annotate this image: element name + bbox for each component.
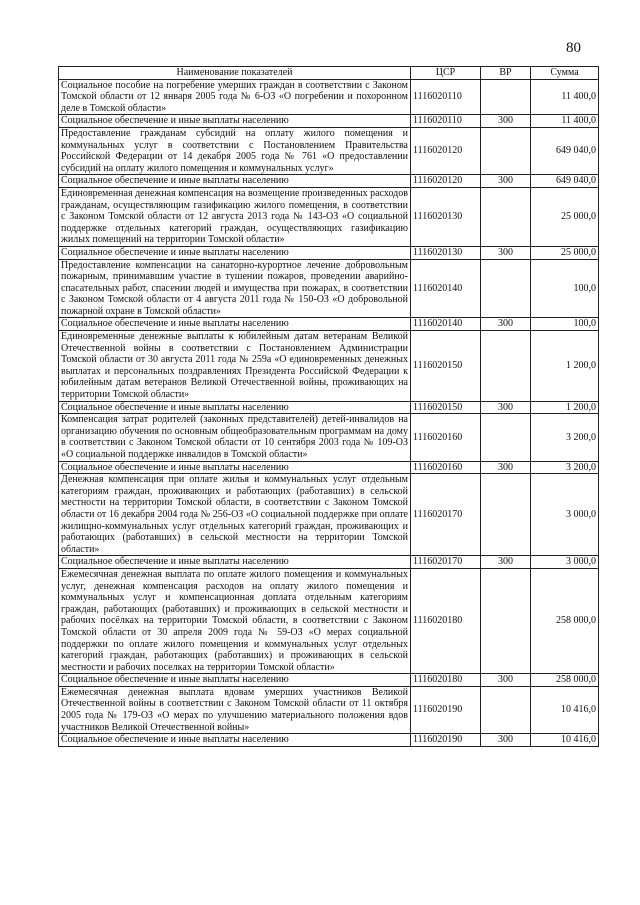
table-row [59, 686, 599, 733]
cell-csr: 1116020130 [411, 246, 481, 259]
cell-vr: 300 [481, 461, 531, 474]
cell-name: Предоставление компенсации на санаторно-курортное лечение добровольным пожарным, принимавшим участие в тушении пожаров, проведении аварийно-спасательных работ, спасении людей и имущества при пожарах, в соответствии с Законом Томской области от 4 августа 2011 года № 150-ОЗ «О добровольной пожарной охране в Томской области» [59, 259, 411, 318]
table-row [59, 331, 599, 402]
cell-sum: 3 000,0 [531, 556, 599, 569]
cell-csr: 1116020110 [411, 115, 481, 128]
header-sum: Сумма [531, 67, 599, 80]
cell-name: Социальное обеспечение и иные выплаты населению [59, 461, 411, 474]
cell-csr: 1116020130 [411, 187, 481, 246]
budget-table [58, 66, 599, 747]
cell-csr: 1116020150 [411, 401, 481, 414]
cell-vr [481, 187, 531, 246]
cell-vr: 300 [481, 175, 531, 188]
cell-csr: 1116020150 [411, 331, 481, 402]
cell-csr: 1116020160 [411, 461, 481, 474]
cell-vr: 300 [481, 734, 531, 747]
cell-name: Социальное обеспечение и иные выплаты населению [59, 175, 411, 188]
cell-sum: 649 040,0 [531, 127, 599, 174]
cell-name: Ежемесячная денежная выплата по оплате жилого помещения и коммунальных услуг, денежная компенсация расходов на оплату жилого помещения и коммунальных услуг и компенсационная доплата отдельным категориям граждан, работающих (работавших) и проживающих в сельской местности и рабочих посёлках на территории Томской области, в соответствии с Законом Томской области от 30 апреля 2009 года № 59-ОЗ «О мерах социальной поддержки по оплате жилого помещения и коммунальных услуг отдельных категорий граждан, работающих (работавших) и проживающих в сельской местности и рабочих поселках на территории Томской области» [59, 568, 411, 673]
page-number: 80 [566, 40, 581, 56]
cell-vr [481, 414, 531, 461]
cell-name: Ежемесячная денежная выплата вдовам умерших участников Великой Отечественной войны в соответствии с Законом Томской области от 11 октября 2005 года № 179-ОЗ «О мерах по улучшению материального положения вдов участников Великой Отечественной войны» [59, 686, 411, 733]
cell-sum: 3 200,0 [531, 461, 599, 474]
table-row [59, 401, 599, 414]
cell-sum: 1 200,0 [531, 401, 599, 414]
cell-vr [481, 474, 531, 556]
cell-vr [481, 686, 531, 733]
table-row [59, 414, 599, 461]
cell-csr: 1116020120 [411, 127, 481, 174]
cell-sum: 258 000,0 [531, 568, 599, 673]
table-row [59, 259, 599, 318]
table-row [59, 246, 599, 259]
cell-csr: 1116020170 [411, 556, 481, 569]
cell-csr: 1116020120 [411, 175, 481, 188]
cell-vr [481, 259, 531, 318]
cell-name: Единовременная денежная компенсация на возмещение произведенных расходов гражданам, осуществляющим газификацию жилого помещения, в соответствии с Законом Томской области от 12 августа 2013 года № 143-ОЗ «О социальной поддержке отдельных категорий граждан, осуществляющих газификацию жилых помещений на территории Томской области» [59, 187, 411, 246]
table-row [59, 556, 599, 569]
cell-vr: 300 [481, 246, 531, 259]
table-row [59, 734, 599, 747]
cell-csr: 1116020180 [411, 568, 481, 673]
cell-vr: 300 [481, 674, 531, 687]
cell-name: Социальное обеспечение и иные выплаты населению [59, 115, 411, 128]
cell-sum: 100,0 [531, 318, 599, 331]
cell-csr: 1116020160 [411, 414, 481, 461]
cell-sum: 10 416,0 [531, 686, 599, 733]
cell-sum: 3 200,0 [531, 414, 599, 461]
cell-csr: 1116020190 [411, 686, 481, 733]
cell-csr: 1116020170 [411, 474, 481, 556]
cell-csr: 1116020180 [411, 674, 481, 687]
table-row [59, 674, 599, 687]
table-row [59, 187, 599, 246]
cell-vr [481, 331, 531, 402]
cell-csr: 1116020140 [411, 259, 481, 318]
table-row [59, 318, 599, 331]
cell-name: Денежная компенсация при оплате жилья и коммунальных услуг отдельным категориям граждан, проживающих и работающих (работавших) в сельской местности на территории Томской области, в соответствии с Законом Томской области от 16 декабря 2004 года № 256-ОЗ «О социальной поддержке при оплате жилищно-коммунальных услуг отдельных категорий граждан, проживающих и работающих (работавших) в сельской местности на территории Томской области» [59, 474, 411, 556]
cell-vr: 300 [481, 401, 531, 414]
cell-name: Социальное обеспечение и иные выплаты населению [59, 734, 411, 747]
cell-sum: 25 000,0 [531, 187, 599, 246]
cell-vr [481, 79, 531, 115]
cell-name: Компенсация затрат родителей (законных представителей) детей-инвалидов на организацию обучения по основным общеобразовательным программам на дому в соответствии с Законом Томской области от 10 сентября 2003 года № 109-ОЗ «О социальной поддержке инвалидов в Томской области» [59, 414, 411, 461]
cell-name: Единовременные денежные выплаты к юбилейным датам ветеранам Великой Отечественной войны в соответствии с Постановлением Администрации Томской области от 30 августа 2011 года № 259а «О единовременных денежных выплатах и персональных поздравлениях Президента Российской Федерации к юбилейным датам ветеранов Великой Отечественной войны, проживающих на территории Томской области» [59, 331, 411, 402]
cell-name: Социальное обеспечение и иные выплаты населению [59, 246, 411, 259]
cell-name: Социальное обеспечение и иные выплаты населению [59, 318, 411, 331]
cell-sum: 11 400,0 [531, 115, 599, 128]
cell-csr: 1116020110 [411, 79, 481, 115]
cell-sum: 10 416,0 [531, 734, 599, 747]
cell-csr: 1116020140 [411, 318, 481, 331]
cell-name: Предоставление гражданам субсидий на оплату жилого помещения и коммунальных услуг в соответствии с Постановлением Правительства Российской Федерации от 14 декабря 2005 года № 761 «О предоставлении субсидий на оплату жилого помещения и коммунальных услуг» [59, 127, 411, 174]
header-name: Наименование показателей [59, 67, 411, 80]
cell-csr: 1116020190 [411, 734, 481, 747]
header-vr: ВР [481, 67, 531, 80]
cell-sum: 1 200,0 [531, 331, 599, 402]
cell-sum: 100,0 [531, 259, 599, 318]
table-row [59, 79, 599, 115]
cell-sum: 11 400,0 [531, 79, 599, 115]
cell-vr: 300 [481, 556, 531, 569]
cell-sum: 258 000,0 [531, 674, 599, 687]
table-row [59, 461, 599, 474]
cell-vr [481, 568, 531, 673]
table-header-row [59, 67, 599, 80]
cell-name: Социальное обеспечение и иные выплаты населению [59, 401, 411, 414]
cell-sum: 25 000,0 [531, 246, 599, 259]
cell-name: Социальное обеспечение и иные выплаты населению [59, 556, 411, 569]
table-row [59, 568, 599, 673]
cell-sum: 649 040,0 [531, 175, 599, 188]
cell-vr [481, 127, 531, 174]
table-row [59, 115, 599, 128]
table-row [59, 175, 599, 188]
cell-vr: 300 [481, 115, 531, 128]
table-row [59, 127, 599, 174]
cell-sum: 3 000,0 [531, 474, 599, 556]
header-csr: ЦСР [411, 67, 481, 80]
cell-name: Социальное пособие на погребение умерших граждан в соответствии с Законом Томской области от 12 января 2005 года № 6-ОЗ «О погребении и похоронном деле в Томской области» [59, 79, 411, 115]
cell-name: Социальное обеспечение и иные выплаты населению [59, 674, 411, 687]
table-row [59, 474, 599, 556]
cell-vr: 300 [481, 318, 531, 331]
